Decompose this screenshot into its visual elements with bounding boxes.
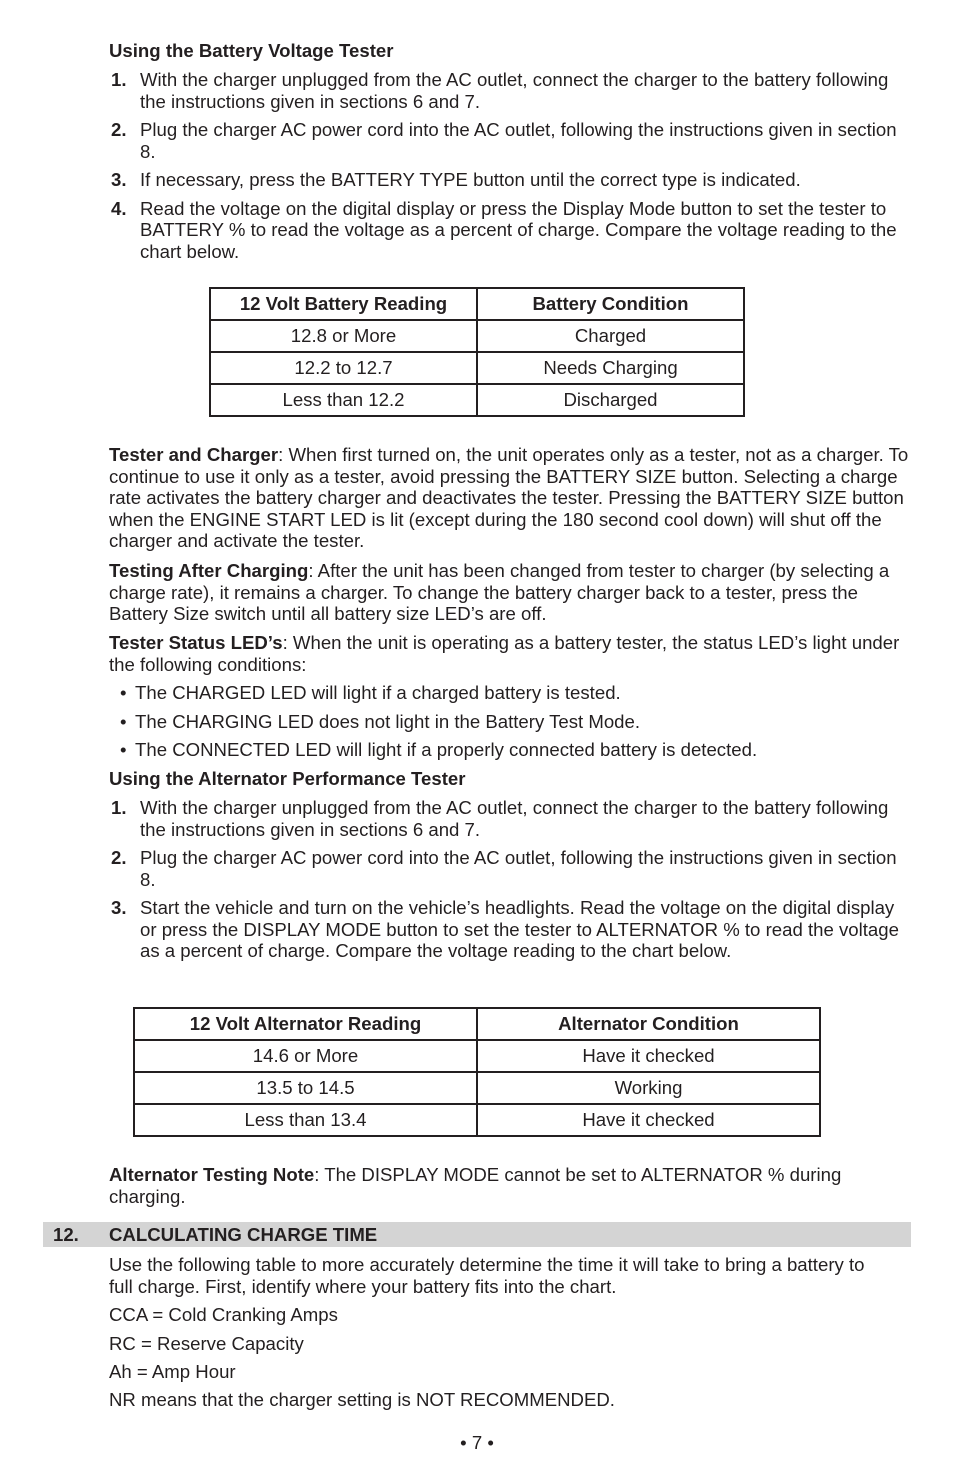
step-number: 4. — [111, 197, 127, 219]
paragraph-label: Tester Status LED’s — [109, 632, 283, 653]
list-item — [109, 739, 757, 768]
section-title: CALCULATING CHARGE TIME — [109, 1224, 378, 1245]
table-cell: 14.6 or More — [134, 1040, 477, 1072]
definition-ah: Ah = Amp Hour — [109, 1361, 236, 1382]
table-cell: 13.5 to 14.5 — [134, 1072, 477, 1104]
table-header: Battery Condition — [477, 288, 744, 320]
step-number: 3. — [111, 897, 127, 918]
bullet-icon: • — [120, 739, 127, 760]
list-item — [109, 847, 909, 890]
table-cell: Have it checked — [477, 1040, 820, 1072]
table-cell: Discharged — [477, 384, 744, 416]
alternator-tester-steps — [109, 797, 909, 969]
table-row — [134, 1072, 820, 1104]
table-header: 12 Volt Battery Reading — [210, 288, 477, 320]
step-number: 2. — [111, 119, 127, 140]
table-cell: Less than 12.2 — [210, 384, 477, 416]
list-item — [109, 711, 757, 740]
battery-tester-heading: Using the Battery Voltage Tester — [109, 40, 394, 61]
bullet-text: The CHARGING LED does not light in the Battery Test Mode. — [135, 710, 641, 732]
step-number: 2. — [111, 847, 127, 868]
list-item — [109, 169, 909, 191]
alternator-note-paragraph — [109, 1164, 909, 1207]
list-item — [109, 682, 757, 711]
bullet-text: The CHARGED LED will light if a charged battery is tested. — [135, 682, 621, 703]
step-text: With the charger unplugged from the AC outlet, connect the charger to the battery following the instructions given in sections 6 and 7. — [140, 69, 889, 112]
step-number: 3. — [111, 169, 127, 190]
definition-rc: RC = Reserve Capacity — [109, 1333, 304, 1354]
paragraph-text: : The DISPLAY MODE cannot be set to ALTERNATOR % during charging. — [109, 1164, 842, 1207]
paragraph-text: : When first turned on, the unit operates only as a tester, not as a charger. To continue to use it only as a tester, avoid pressing the BATTERY SIZE button. Selecting a charge rate activates the battery charger and deactivates the tester. Pressing the BATTERY SIZE button when the ENGINE START LED is lit (except during the 180 second cool down) will shut off the charger and activate the tester. — [109, 444, 909, 551]
table-row — [134, 1104, 820, 1136]
table-header: 12 Volt Alternator Reading — [134, 1008, 477, 1040]
list-item — [109, 69, 909, 112]
list-item — [109, 198, 909, 263]
table-cell: Charged — [477, 320, 744, 352]
step-number: 1. — [111, 69, 127, 90]
list-item — [109, 797, 909, 840]
step-text: If necessary, press the BATTERY TYPE button until the correct type is indicated. — [140, 169, 801, 190]
table-cell: Needs Charging — [477, 352, 744, 384]
testing-after-charging-paragraph — [109, 560, 909, 625]
tester-and-charger-paragraph — [109, 444, 909, 552]
tester-status-paragraph — [109, 632, 909, 675]
alternator-reading-table — [133, 1007, 821, 1137]
bullet-icon: • — [120, 682, 127, 703]
step-text: Plug the charger AC power cord into the AC outlet, following the instructions given in section 8. — [140, 119, 897, 162]
paragraph-label: Alternator Testing Note — [109, 1164, 315, 1185]
table-header-row — [210, 288, 744, 320]
table-cell: Less than 13.4 — [134, 1104, 477, 1136]
definition-nr: NR means that the charger setting is NOT RECOMMENDED. — [109, 1389, 615, 1410]
section-header-bar — [43, 1222, 911, 1247]
list-item — [109, 119, 909, 162]
table-cell: 12.2 to 12.7 — [210, 352, 477, 384]
table-row — [210, 320, 744, 352]
status-led-list — [109, 682, 757, 768]
paragraph-label: Tester and Charger — [109, 444, 279, 465]
page-number: • 7 • — [460, 1432, 494, 1453]
paragraph-text: : After the unit has been changed from tester to charger (by selecting a charge rate), it remains a charger. To change the battery charger back to a tester, press the Battery Size switch until all battery size LED’s are off. — [109, 560, 890, 624]
alternator-tester-heading: Using the Alternator Performance Tester — [109, 768, 466, 789]
step-text: Plug the charger AC power cord into the AC outlet, following the instructions given in section 8. — [140, 847, 897, 890]
step-text: With the charger unplugged from the AC outlet, connect the charger to the battery following the instructions given in sections 6 and 7. — [140, 797, 889, 840]
table-cell: Have it checked — [477, 1104, 820, 1136]
step-text: Read the voltage on the digital display or press the Display Mode button to set the tester to BATTERY % to read the voltage as a percent of charge. Compare the voltage reading to the chart below. — [140, 197, 897, 262]
table-row — [210, 384, 744, 416]
bullet-icon: • — [120, 710, 127, 732]
table-header-row — [134, 1008, 820, 1040]
definition-cca: CCA = Cold Cranking Amps — [109, 1304, 338, 1325]
list-item — [109, 897, 909, 962]
section-intro: Use the following table to more accurately determine the time it will take to bring a battery to full charge. First, identify where your battery fits into the chart. — [109, 1254, 865, 1297]
table-header: Alternator Condition — [477, 1008, 820, 1040]
step-number: 1. — [111, 797, 127, 818]
table-cell: Working — [477, 1072, 820, 1104]
step-text: Start the vehicle and turn on the vehicle’s headlights. Read the voltage on the digital display or press the DISPLAY MODE button to set the tester to ALTERNATOR % to read the voltage as a percent of charge. Compare the voltage reading to the chart below. — [140, 897, 899, 961]
paragraph-label: Testing After Charging — [109, 560, 309, 581]
battery-tester-steps — [109, 69, 909, 269]
table-cell: 12.8 or More — [210, 320, 477, 352]
table-row — [210, 352, 744, 384]
battery-reading-table — [209, 287, 745, 417]
section-number: 12. — [53, 1224, 79, 1245]
paragraph-text: : When the unit is operating as a battery tester, the status LED’s light under the following conditions: — [109, 632, 900, 675]
bullet-text: The CONNECTED LED will light if a properly connected battery is detected. — [135, 739, 758, 760]
table-row — [134, 1040, 820, 1072]
